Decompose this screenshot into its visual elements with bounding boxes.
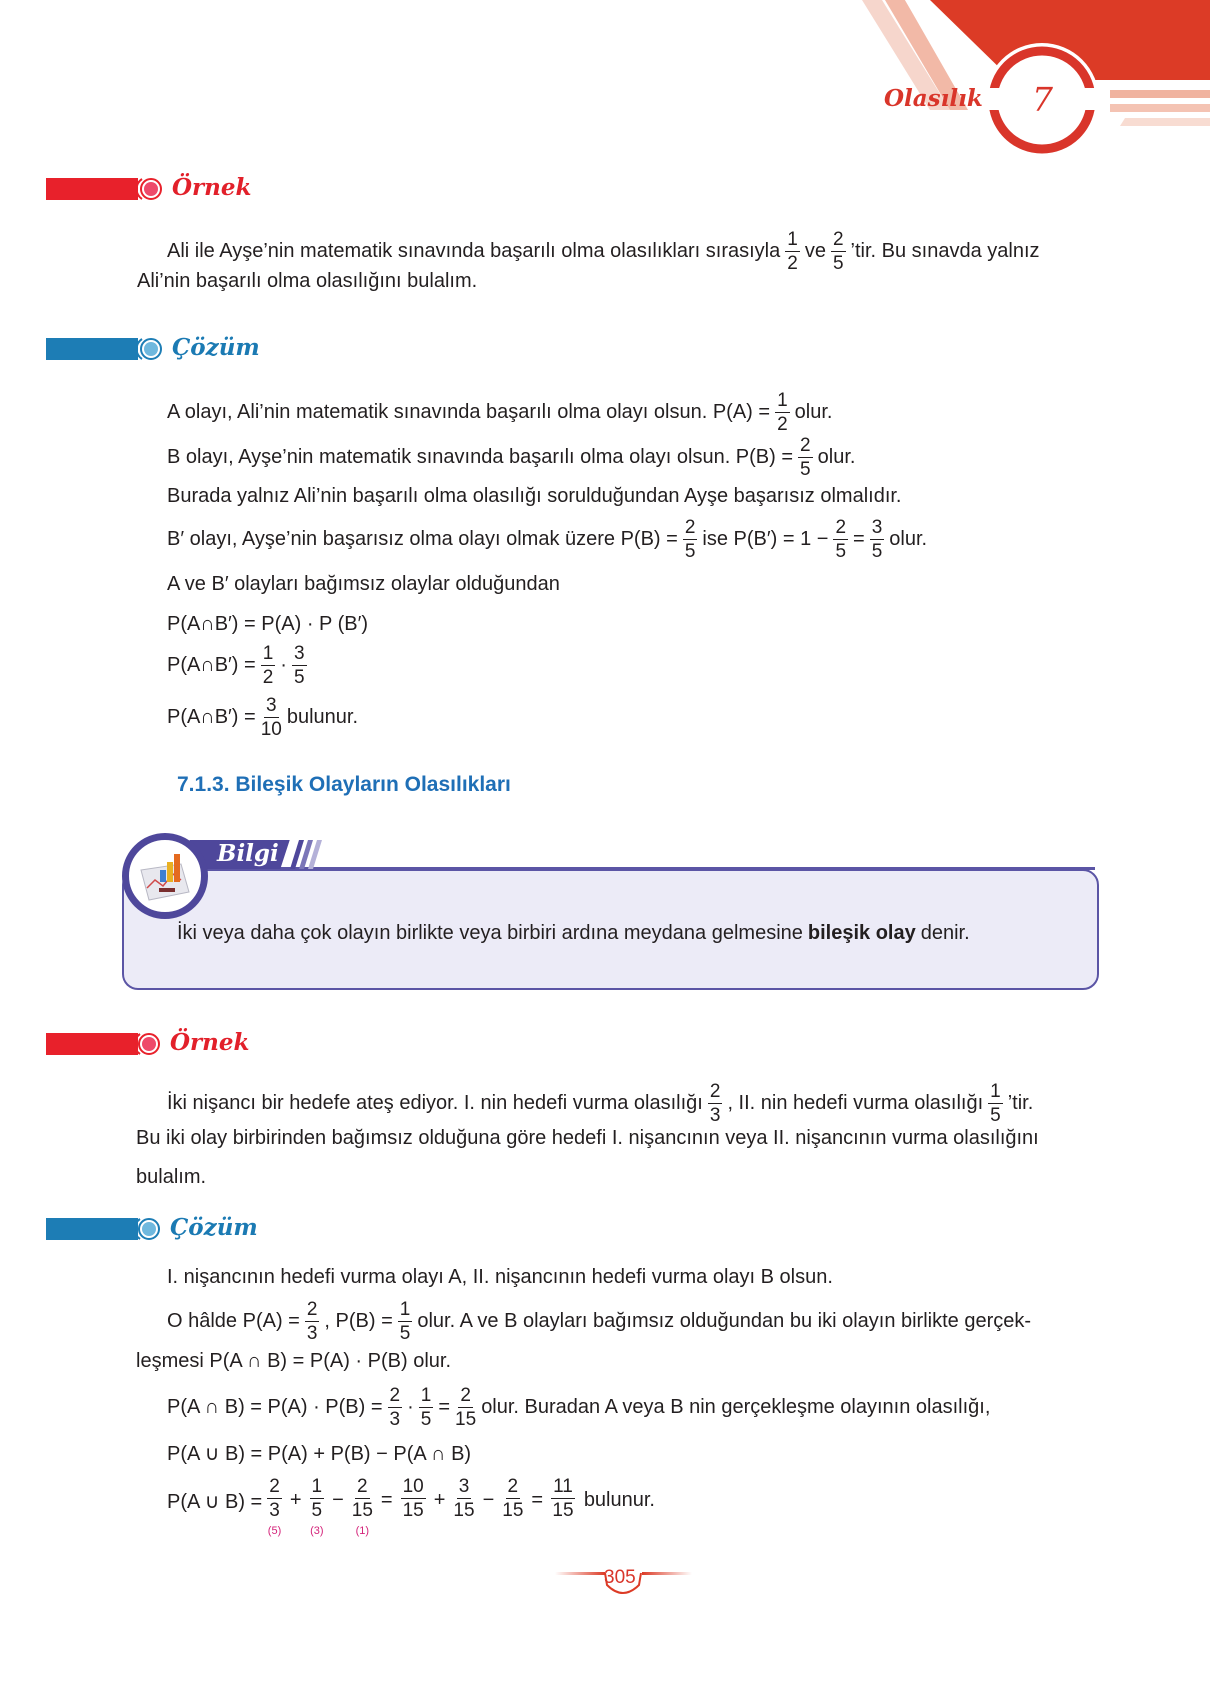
solution1-line8 xyxy=(167,696,358,739)
solution1-line6: P(A∩B′) = P(A) · P (B′) xyxy=(167,613,368,635)
solution2-line3: leşmesi P(A ∩ B) = P(A) · P(B) olur. xyxy=(136,1350,451,1372)
fraction: $\frac{2}{5}$ xyxy=(684,517,696,562)
solution2-line2 xyxy=(167,1300,1031,1343)
chapter-header-decoration xyxy=(0,0,1210,170)
fraction: $\frac{2}{5}$ xyxy=(800,435,811,480)
text: İki veya daha çok olayın birlikte veya birbiri ardına meydana gelmesine xyxy=(177,922,803,944)
text: ’tir. xyxy=(1007,1092,1034,1114)
chapter-title: Olasılık xyxy=(884,85,983,112)
text: B′ olayı, Ayşe’nin başarısız olma olayı olmak üzere P(B) = xyxy=(167,528,678,550)
example-label: Örnek xyxy=(172,174,252,201)
text: , II. nin hedefi vurma olasılığı xyxy=(727,1092,984,1114)
example-bar xyxy=(46,1033,138,1055)
text: İki nişancı bir hedefe ateş ediyor. I. nin hedefi vurma olasılığı xyxy=(167,1092,703,1114)
fraction: $\frac{2}{3}$ xyxy=(306,1299,318,1344)
operator: = xyxy=(531,1489,544,1511)
section-heading: 7.1.3. Bileşik Olayların Olasılıkları xyxy=(177,773,511,796)
solution-bar xyxy=(46,338,138,360)
solution1-line5: A ve B′ olayları bağımsız olaylar olduğundan xyxy=(167,573,560,595)
example2-line3: bulalım. xyxy=(136,1166,207,1188)
text: = xyxy=(853,528,865,550)
fraction: 2 3 (5) xyxy=(267,1476,282,1537)
text: olur. xyxy=(794,401,833,423)
fraction: 2 15 (1) xyxy=(351,1476,373,1537)
expression-terms xyxy=(262,1477,580,1537)
solution-label: Çözüm xyxy=(170,1214,258,1241)
text: · xyxy=(280,654,287,676)
solution2-line5: P(A ∪ B) = P(A) + P(B) − P(A ∩ B) xyxy=(167,1443,472,1465)
target-icon xyxy=(134,1031,160,1057)
solution1-line1 xyxy=(167,391,832,434)
expansion-hint: (1) xyxy=(355,1525,370,1537)
fraction: $\frac{3}{5}$ xyxy=(871,517,883,562)
operator: + xyxy=(433,1489,446,1511)
solution1-line3: Burada yalnız Ali’nin başarılı olma olasılığı sorulduğundan Ayşe başarısız olmalıdır. xyxy=(167,485,902,507)
operator: − xyxy=(332,1489,344,1511)
fraction: $\frac{2}{5}$ xyxy=(835,517,847,562)
text: denir. xyxy=(920,922,970,944)
fraction: $\frac{2}{15}$ xyxy=(455,1385,477,1430)
fraction: $\frac{11}{15}$ xyxy=(552,1476,574,1521)
fraction: $\frac{3}{10}$ xyxy=(260,695,282,740)
text: P(A∩B′) = xyxy=(167,706,256,728)
fraction: $\frac{10}{15}$ xyxy=(402,1476,424,1521)
fraction: $\frac{1}{5}$ xyxy=(420,1385,432,1430)
info-badge xyxy=(122,833,208,919)
operator: − xyxy=(482,1489,495,1511)
info-text xyxy=(177,922,970,945)
fraction: $\frac{1}{5}$ xyxy=(990,1081,1001,1126)
fraction: $\frac{3}{5}$ xyxy=(293,643,305,688)
solution2-line6 xyxy=(167,1477,655,1537)
fraction: 1 5 (3) xyxy=(310,1476,324,1537)
text: olur. A ve B olayları bağımsız olduğundan bu iki olayın birlikte gerçek- xyxy=(417,1310,1032,1332)
solution1-line7 xyxy=(167,644,312,687)
fraction: $\frac{1}{5}$ xyxy=(399,1299,411,1344)
example1-line2: Ali’nin başarılı olma olasılığını bulalım. xyxy=(137,270,478,292)
example2-line2: Bu iki olay birbirinden bağımsız olduğuna göre hedefi I. nişancının veya II. nişancının vurma olasılığını xyxy=(136,1127,1039,1149)
chapter-number: 7 xyxy=(1032,80,1053,119)
solution-bar xyxy=(46,1218,138,1240)
fraction: $\frac{2}{3}$ xyxy=(389,1385,401,1430)
solution2-line1: I. nişancının hedefi vurma olayı A, II. nişancının hedefi vurma olayı B olsun. xyxy=(167,1266,833,1288)
fraction: $\frac{2}{15}$ xyxy=(502,1476,524,1521)
text: O hâlde P(A) = xyxy=(167,1310,300,1332)
text: = xyxy=(438,1396,451,1418)
chart-document-icon xyxy=(129,840,201,912)
example-bar xyxy=(46,178,138,200)
text: · xyxy=(407,1396,414,1418)
fraction: $\frac{1}{2}$ xyxy=(777,390,788,435)
target-icon xyxy=(134,1216,160,1242)
operator: = xyxy=(380,1489,393,1511)
text: ise P(B′) = 1 − xyxy=(702,528,829,550)
text: ’tir. Bu sınavda yalnız xyxy=(850,240,1040,262)
text: P(A ∪ B) = xyxy=(167,1491,263,1513)
slash-decoration xyxy=(290,840,330,869)
text: ve xyxy=(804,240,826,262)
solution2-line4 xyxy=(167,1386,990,1429)
text: A olayı, Ali’nin matematik sınavında başarılı olma olayı olsun. P(A) = xyxy=(167,401,771,423)
page-number: 305 xyxy=(604,1567,636,1588)
expansion-hint: (5) xyxy=(267,1525,282,1537)
solution1-line4 xyxy=(167,518,927,561)
fraction: $\frac{1}{2}$ xyxy=(787,229,798,274)
text: bulunur. xyxy=(286,706,359,728)
fraction: $\frac{2}{5}$ xyxy=(832,229,844,274)
example-label: Örnek xyxy=(170,1029,250,1056)
expansion-hint: (3) xyxy=(310,1525,324,1537)
fraction: $\frac{3}{15}$ xyxy=(453,1476,475,1521)
operator: + xyxy=(289,1489,302,1511)
fraction: $\frac{2}{3}$ xyxy=(709,1081,721,1126)
target-icon xyxy=(136,336,162,362)
example1-line1 xyxy=(167,230,1040,273)
bold-term: bileşik olay xyxy=(807,922,916,944)
target-icon xyxy=(136,176,162,202)
text: , P(B) = xyxy=(324,1310,393,1332)
text: bulunur. xyxy=(583,1489,655,1511)
solution-label: Çözüm xyxy=(172,334,260,361)
text: P(A ∩ B) = P(A) · P(B) = xyxy=(167,1396,383,1418)
text: B olayı, Ayşe’nin matematik sınavında başarılı olma olayı olsun. P(B) = xyxy=(167,446,794,468)
example2-line1 xyxy=(167,1082,1033,1125)
text: olur. xyxy=(889,528,928,550)
text: olur. Buradan A veya B nin gerçekleşme olayının olasılığı, xyxy=(481,1396,991,1418)
fraction: $\frac{1}{2}$ xyxy=(262,643,274,688)
text: P(A∩B′) = xyxy=(167,654,256,676)
text: Ali ile Ayşe’nin matematik sınavında başarılı olma olasılıkları sırasıyla xyxy=(167,240,781,262)
text: olur. xyxy=(817,446,856,468)
solution1-line2 xyxy=(167,436,855,479)
info-label: Bilgi xyxy=(217,840,279,867)
